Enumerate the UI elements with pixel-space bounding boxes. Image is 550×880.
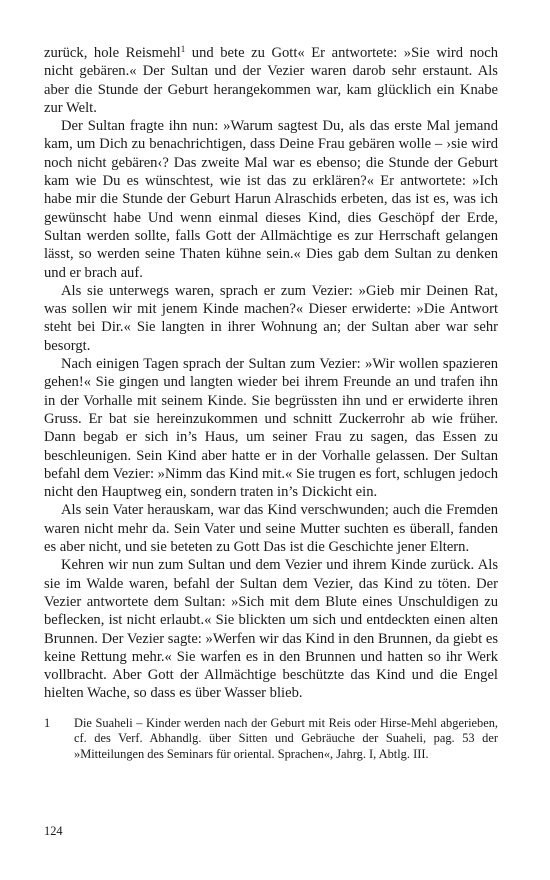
footnotes (44, 716, 498, 762)
paragraph: Kehren wir nun zum Sultan und dem Vezier und ihrem Kinde zurück. Als sie im Walde waren, befahl der Sultan dem Vezier, das Kind zu töten. Der Vezier antwortete dem Sultan: »Sich mit dem Blute eines Unschuldigen zu beflecken, ist nicht erlaubt.« Sie blickten um sich und entdeckten einen alten Brunnen. Der Vezier sagte: »Werfen wir das Kind in den Brunnen, da giebt es keine Rettung mehr.« Sie warfen es in den Brunnen und hatten so ihr Werk vollbracht. Aber Gott der Allmächtige beschützte das Kind und die Engel hielten Wache, so dass es über Wasser blieb. (44, 557, 498, 702)
paragraph-text: und bete zu Gott« Er antwortete: »Sie wird noch nicht gebären.« Der Sultan und der Vezier waren darob sehr erstaunt. Als aber die Stunde der Geburt herangekommen war, kam glücklich ein Knabe zur Welt. (44, 45, 498, 116)
paragraph: Nach einigen Tagen sprach der Sultan zum Vezier: »Wir wollen spazieren gehen!« Sie gingen und langten wieder bei ihrem Freunde an und trafen ihn in der Vorhalle mit seinem Kinde. Sie begrüssten ihn und er erwiderte ihren Gruss. Er bat sie hereinzukommen und schnitt Zuckerrohr ab wie früher. Dann begab er sich in’s Haus, um seiner Frau zu sagen, das Essen zu beschleunigen. Sein Kind aber hatte er in der Vorhalle gelassen. Der Sultan befahl dem Vezier: »Nimm das Kind mit.« Sie trugen es fort, schlugen jedoch nicht den Hauptweg ein, sondern traten in’s Dickicht ein. (44, 356, 498, 501)
paragraph (44, 44, 498, 117)
page-body (44, 44, 498, 703)
footnote (44, 716, 498, 762)
footnote-number: 1 (44, 716, 51, 730)
footnote-reference: 1 (180, 44, 186, 54)
main-text (44, 44, 498, 703)
paragraph: Als sie unterwegs waren, sprach er zum Vezier: »Gieb mir Deinen Rat, was sollen wir mit jenem Kinde machen?« Dieser erwiderte: »Die Antwort steht bei Dir.« Sie langten in ihrer Wohnung an; der Sultan aber war sehr besorgt. (44, 282, 498, 354)
page-number: 124 (44, 824, 63, 838)
paragraph-text: zurück, hole Reismehl (44, 45, 181, 61)
paragraph: Der Sultan fragte ihn nun: »Warum sagtest Du, als das erste Mal jemand kam, um Dich zu benachrichtigen, dass Deine Frau gebären wolle – ›sie wird noch nicht gebären‹? Das zweite Mal war es ebenso; die Stunde der Geburt kam wie Du es wünschtest, wie ist das zu erklären?« Er antwortete: »Ich habe mir die Stunde der Geburt Harun Alraschids erbeten, das ist es, was ich gewünscht habe Und wenn einmal dieses Kind, dies Geschöpf der Erde, Sultan werden sollte, falls Gott der Allmächtige es zur Herrschaft gelangen lässt, so werden seine Thaten kühne sein.« Dies gab dem Sultan zu denken und er brach auf. (44, 118, 498, 281)
footnote-text: Die Suaheli – Kinder werden nach der Geburt mit Reis oder Hirse-Mehl abgerieben, cf. des Verf. Abhandlg. über Sitten und Gebräuche der Suaheli, pag. 53 der »Mitteilungen des Seminars für oriental. Sprachen«, Jahrg. I, Abtlg. III. (74, 716, 498, 761)
paragraph: Als sein Vater herauskam, war das Kind verschwunden; auch die Fremden waren nicht mehr da. Sein Vater und seine Mutter suchten es überall, fanden es aber nicht, und sie beteten zu Gott Das ist die Geschichte jener Eltern. (44, 502, 498, 556)
